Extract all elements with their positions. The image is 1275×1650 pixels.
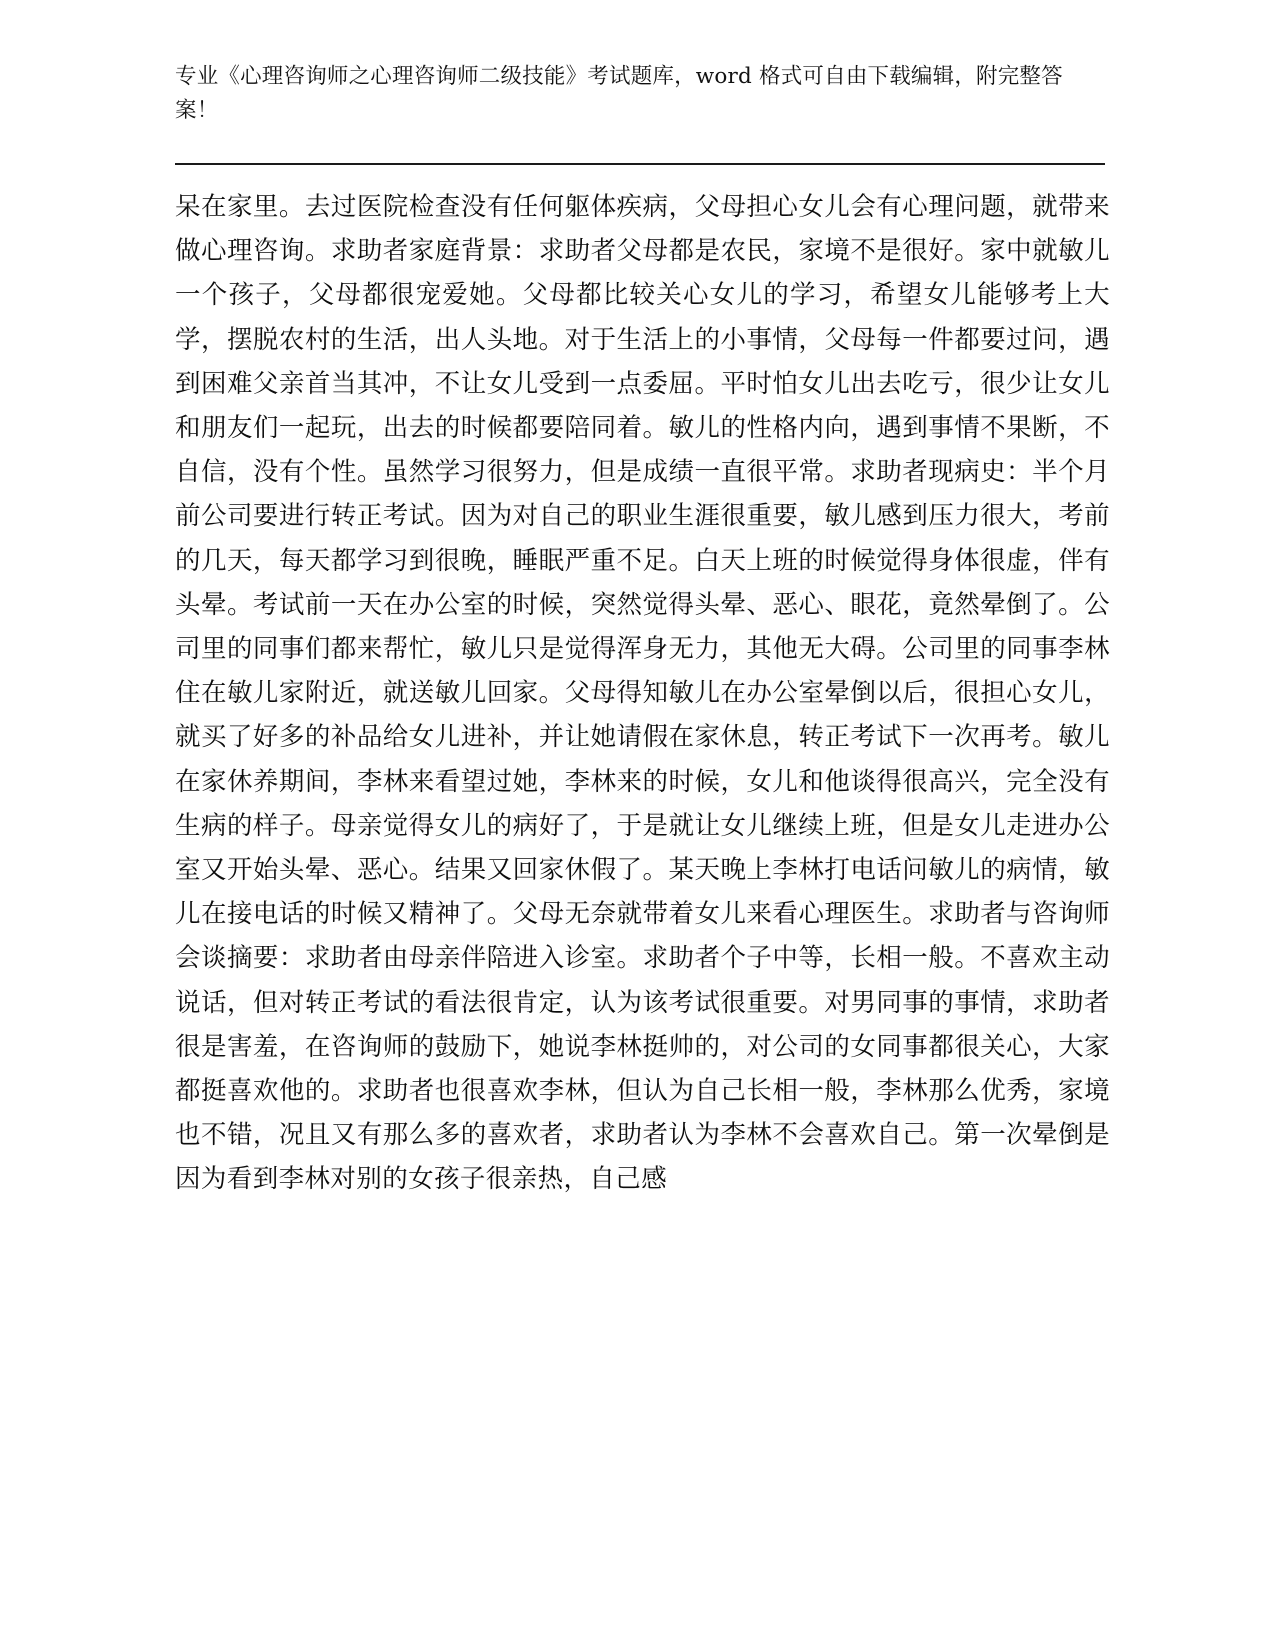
document-body (175, 185, 1110, 1202)
body-paragraph: 呆在家里。去过医院检查没有任何躯体疾病，父母担心女儿会有心理问题，就带来做心理咨询。求助者家庭背景：求助者父母都是农民，家境不是很好。家中就敏儿一个孩子，父母都很宠爱她。父母都比较关心女儿的学习，希望女儿能够考上大学，摆脱农村的生活，出人头地。对于生活上的小事情，父母每一件都要过问，遇到困难父亲首当其冲，不让女儿受到一点委屈。平时怕女儿出去吃亏，很少让女儿和朋友们一起玩，出去的时候都要陪同着。敏儿的性格内向，遇到事情不果断，不自信，没有个性。虽然学习很努力，但是成绩一直很平常。求助者现病史：半个月前公司要进行转正考试。因为对自己的职业生涯很重要，敏儿感到压力很大，考前的几天，每天都学习到很晚，睡眠严重不足。白天上班的时候觉得身体很虚，伴有头晕。考试前一天在办公室的时候，突然觉得头晕、恶心、眼花，竟然晕倒了。公司里的同事们都来帮忙，敏儿只是觉得浑身无力，其他无大碍。公司里的同事李林住在敏儿家附近，就送敏儿回家。父母得知敏儿在办公室晕倒以后，很担心女儿，就买了好多的补品给女儿进补，并让她请假在家休息，转正考试下一次再考。敏儿在家休养期间，李林来看望过她，李林来的时候，女儿和他谈得很高兴，完全没有生病的样子。母亲觉得女儿的病好了，于是就让女儿继续上班，但是女儿走进办公室又开始头晕、恶心。结果又回家休假了。某天晚上李林打电话问敏儿的病情，敏儿在接电话的时候又精神了。父母无奈就带着女儿来看心理医生。求助者与咨询师会谈摘要：求助者由母亲伴陪进入诊室。求助者个子中等，长相一般。不喜欢主动说话，但对转正考试的看法很肯定，认为该考试很重要。对男同事的事情，求助者很是害羞，在咨询师的鼓励下，她说李林挺帅的，对公司的女同事都很关心，大家都挺喜欢他的。求助者也很喜欢李林，但认为自己长相一般，李林那么优秀，家境也不错，况且又有那么多的喜欢者，求助者认为李林不会喜欢自己。第一次晕倒是因为看到李林对别的女孩子很亲热，自己感 (175, 192, 1110, 1195)
document-header-note: 专业《心理咨询师之心理咨询师二级技能》考试题库，word 格式可自由下载编辑，附完整答案！ (175, 64, 1063, 123)
header-divider-rule (175, 163, 1105, 165)
